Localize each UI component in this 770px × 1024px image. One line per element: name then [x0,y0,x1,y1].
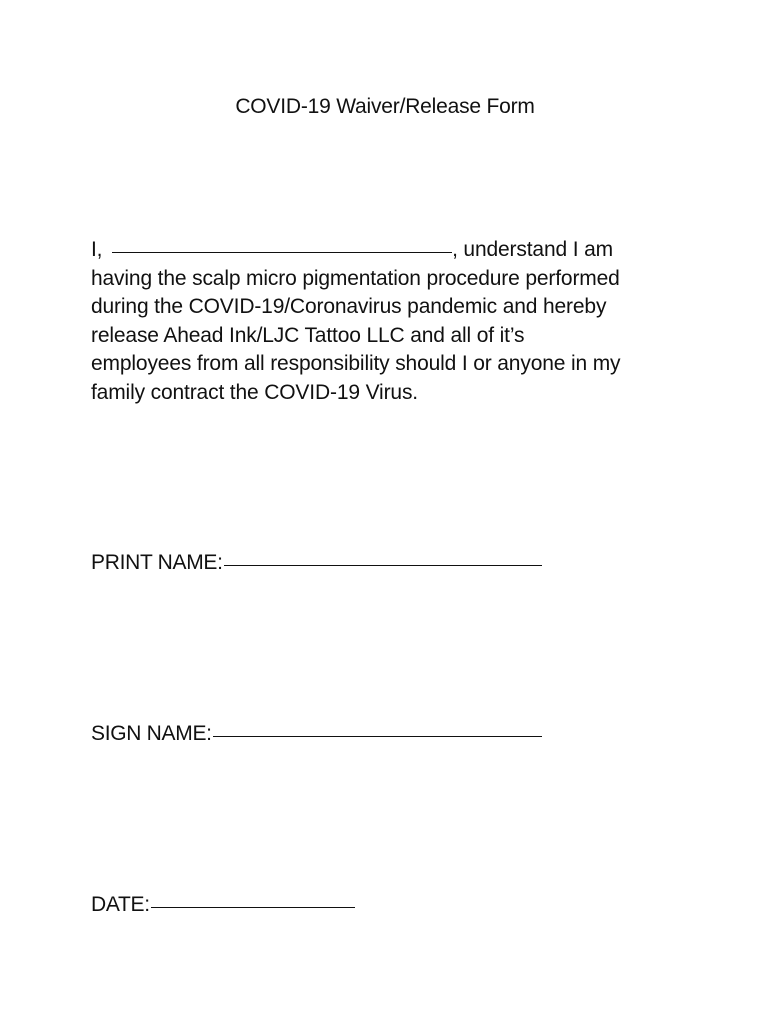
statement-line-2: having the scalp micro pigmentation procedure performed [91,266,620,290]
statement-line-3: during the COVID-19/Coronavirus pandemic and hereby [91,295,607,319]
sign-name-field [91,722,542,746]
name-blank-line[interactable] [112,251,452,253]
print-name-blank-line[interactable] [224,564,542,566]
form-title: COVID-19 Waiver/Release Form [235,95,535,118]
statement-line-5: employees from all responsibility should I or anyone in my [91,352,621,376]
print-name-field [91,551,542,575]
print-name-label: PRINT NAME: [91,551,223,574]
statement-line-4: release Ahead Ink/LJC Tattoo LLC and all of it’s [91,323,525,347]
statement-suffix: , understand I am [452,238,613,261]
date-label: DATE: [91,893,150,916]
statement-prefix: I, [91,238,109,261]
sign-name-blank-line[interactable] [213,735,542,737]
sign-name-label: SIGN NAME: [91,722,212,745]
statement-line-1 [91,236,701,265]
date-blank-line[interactable] [151,906,355,908]
statement-line-6: family contract the COVID-19 Virus. [91,380,418,404]
waiver-statement [91,236,701,408]
date-field [91,893,355,917]
